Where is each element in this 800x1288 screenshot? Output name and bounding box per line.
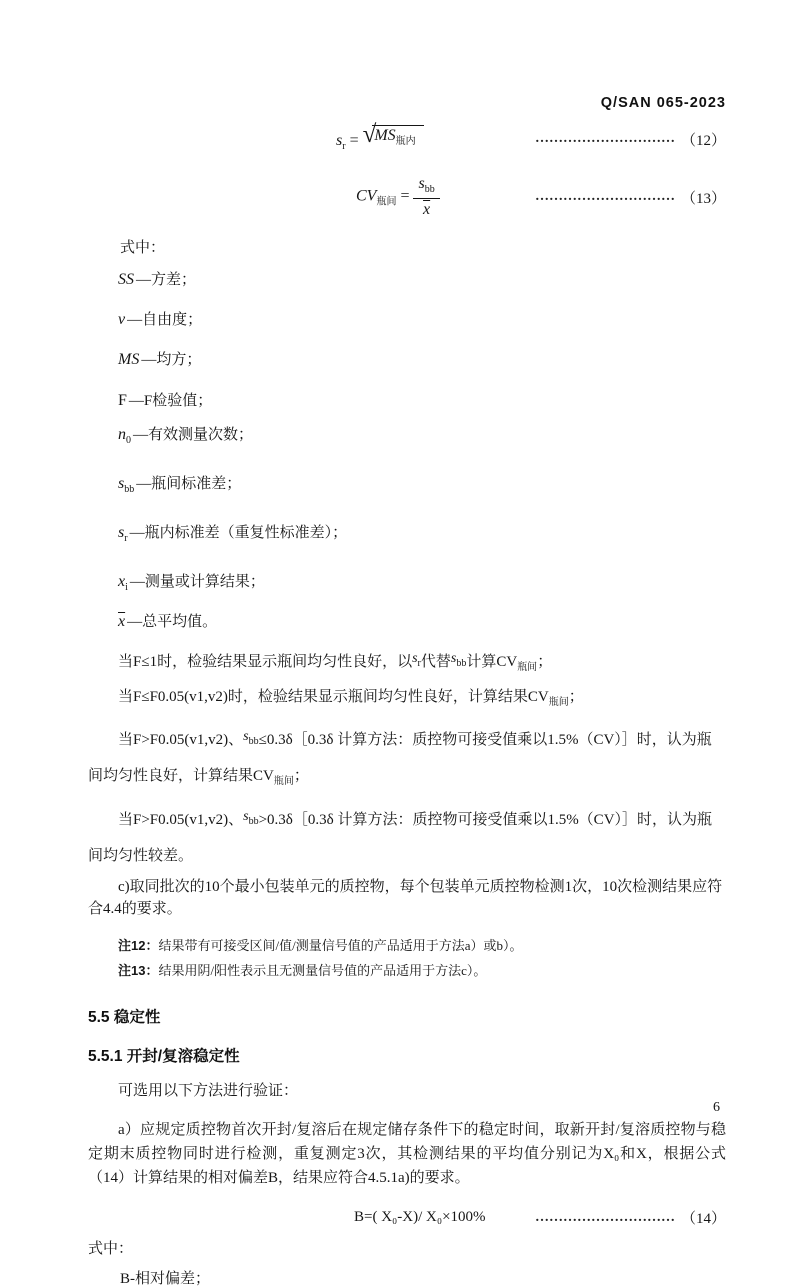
formula-12 [88,120,726,158]
dot-leader: ………………………… [534,131,675,146]
dot-leader: ………………………… [534,189,675,204]
symbol-definition-n0: $n_0$ —有效测量次数； [118,425,254,446]
symbol-definition-sbb: $s_{bb}$ —瓶间标准差； [118,474,242,495]
symbol-definition-xbar: $\overline{x}$ —总平均值。 [118,613,218,631]
formula-14-number: （14） [680,1211,726,1228]
section-heading-5-5: 5.5 稳定性 [88,1008,161,1026]
formula-12-lhs: s [336,132,343,150]
symbol-definition-f: F —F检验值； [118,391,213,409]
formula-13-lhs: CV [356,187,377,205]
formula-13 [88,168,726,226]
paragraph-f-gt-poor: 当F>F0.05(v1,v2)、$s_{bb}>0.3\delta[0.3\delta$ 计算方法：质控物可接受值乘以1.5%（CV）］时，认为瓶间均匀性较差。 [88,809,713,864]
formula-13-number: （13） [680,190,726,207]
symbol-definition-b: B-相对偏差； [120,1270,211,1287]
square-root: √ $MS_{瓶内}$ [363,125,424,150]
formula-12-number: （12） [680,132,726,149]
paragraph-f-gt-good: 当F>F0.05(v1,v2)、$s_{bb}\le 0.3\delta[0.3\delta$ 计算方法：质控物可接受值乘以1.5%（CV）］时，认为瓶间均匀性良好，计算结果$CV_{瓶间}$； [88,729,712,788]
symbol-definition-ss: SS —方差； [118,271,197,288]
symbol-definition-sr: $s_r$ —瓶内标准差（重复性标准差）； [118,523,348,545]
formula-14 [88,1205,726,1231]
fraction: $\frac{s_{bb}}{x}$ [413,174,439,220]
paragraph-method-c: c)取同批次的10个最小包装单元的质控物，每个包装单元质控物检测1次，10次检测结果应符合4.4的要求。 [88,878,723,917]
paragraph-stability-method-a: a）应规定质控物首次开封/复溶后在规定储存条件下的稳定时间，取新开封/复溶质控物与稳定期末质控物同时进行检测，重复测定3次，其检测结果的平均值分别记为X₀和X，根据公式（14）计算结果的相对偏差B，结果应符合4.5.1a)的要求。 [88,1121,726,1186]
note-12-label: 注12： [118,937,159,953]
where-clause-intro: 式中： [120,240,166,256]
section-heading-5-5-1: 5.5.1 开封/复溶稳定性 [88,1047,240,1065]
standard-number: Q/SAN 065-2023 [600,95,726,111]
page-number: 6 [713,1100,720,1115]
paragraph-f-le-f005: 当F≤F0.05(v1,v2)时，检验结果显示瓶间均匀性良好，计算结果$CV_{瓶间}$； [118,689,584,709]
note-13: 注13：结果用阴/阳性表示且无测量信号值的产品适用于方法c）。 [118,962,487,978]
paragraph-f-le-1: 当F≤1时，检验结果显示瓶间均匀性良好，以$s_r$代替$s_{bb}$计算$CV_{瓶间}$； [118,651,553,674]
note-12: 注12：结果带有可接受区间/值/测量信号值的产品适用于方法a）或b）。 [118,937,523,953]
where-clause-intro-2: 式中： [88,1240,134,1257]
formula-12-expression: $s_r$ = √ $MS_{瓶内}$ [336,125,424,152]
dot-leader: ………………………… [534,1209,675,1225]
note-13-label: 注13： [118,962,159,978]
paragraph-stability-intro: 可选用以下方法进行验证： [118,1082,299,1099]
formula-14-expression: B=( X₀-X)/ X₀×100% [354,1209,486,1226]
formula-13-expression: $CV_{瓶间}$ = $\frac{s_{bb}}{x}$ [356,174,440,220]
symbol-definition-ms: MS —均方； [118,351,202,369]
symbol-definition-xi: $x_i$ —测量或计算结果； [118,573,265,594]
symbol-definition-v: v —自由度； [118,311,203,329]
